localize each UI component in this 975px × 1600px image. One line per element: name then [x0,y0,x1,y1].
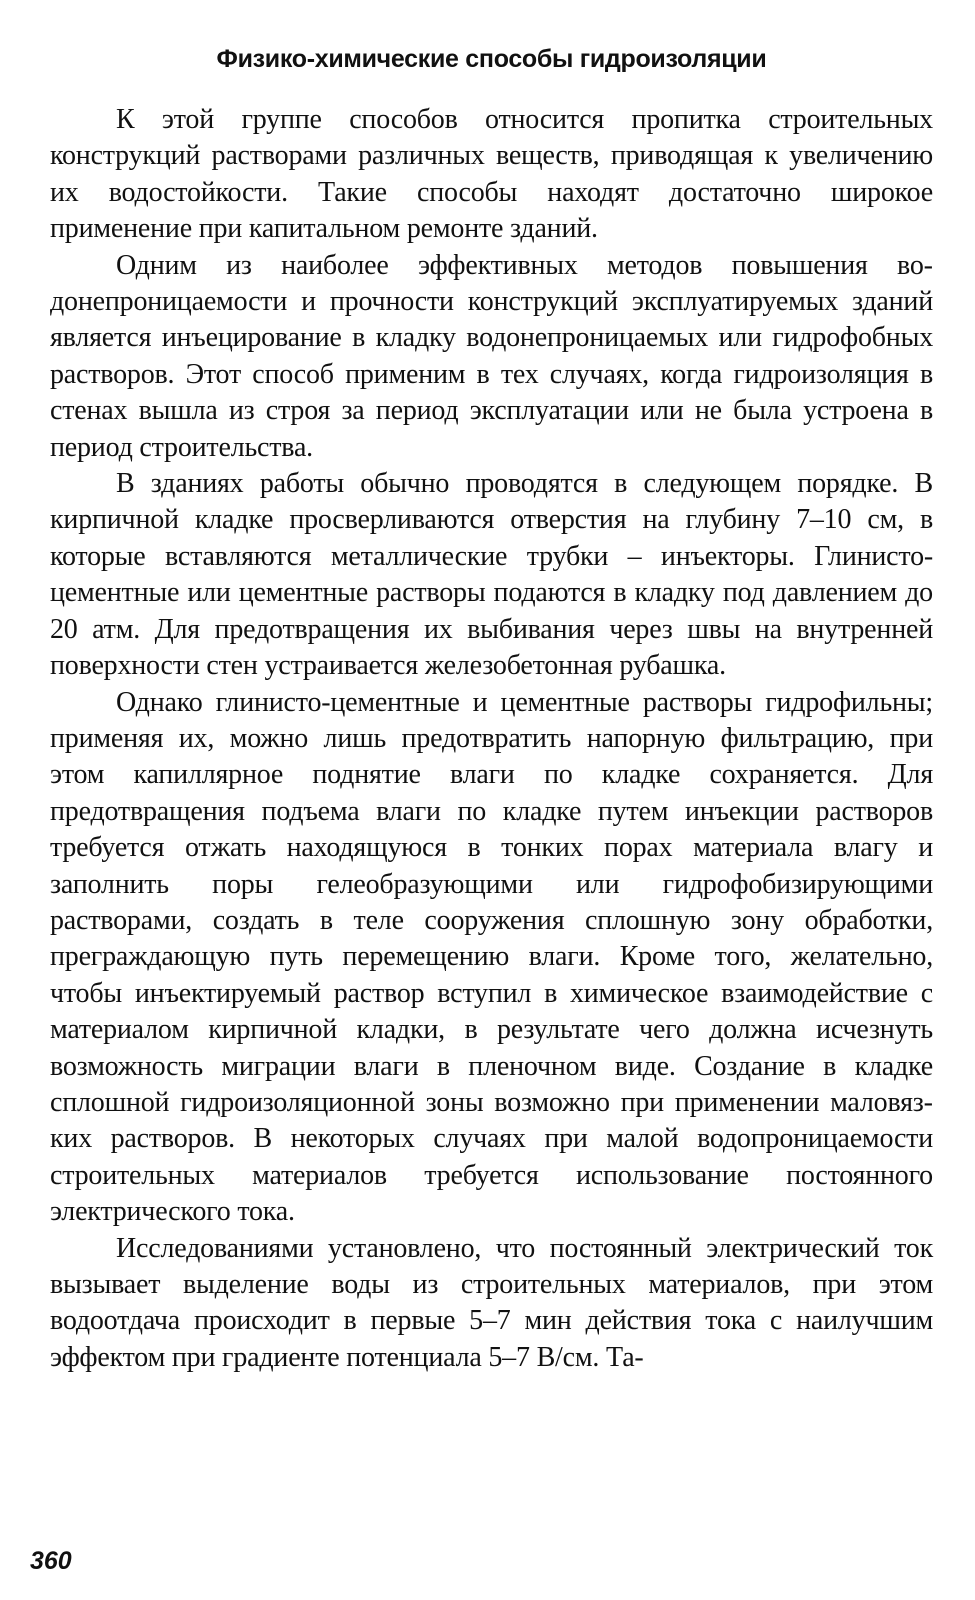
paragraph-hydrophilic-solutions: Однако глинисто-цементные и цементные растворы гидрофильны; применяя их, можно лишь предотвратить напорную фильтрацию, при этом капиллярное поднятие влаги по кладке сохраняется. Для предотвращения подъема влаги по кладке путем инъекции растворов требуется отжать находящуюся в тонких порах материала влагу и заполнить поры гелеобразующими или гидрофобизирующими растворами, создать в теле сооружения сплошную зону обработки, преграждающую путь перемещению влаги. Кроме того, желательно, чтобы инъектируемый раствор вступил в химическое взаимодействие с материалом кирпичной кладки, в результате чего должна исчезнуть возможность миграции влаги в пленочном виде. Создание в кладке сплошной гидроизоляционной зоны возможно при применении маловязких растворов. В некоторых случаях при малой водопроницаемости строительных материалов требуется использование постоянного электрического тока. [50,686,933,1228]
paragraph-electric-current: Исследованиями установлено, что постоянный электрический ток вызывает выделение воды из строительных материалов, при этом водоотдача происходит в первые 5–7 мин действия тока с наилучшим эффектом при градиенте потенциала 5–7 В/см. Та- [50,1232,933,1373]
page-number: 360 [30,1547,72,1575]
paragraph-work-order: В зданиях работы обычно проводятся в следующем порядке. В кирпичной кладке просверливаются отверстия на глубину 7–10 см, в которые вставляются металлические трубки – инъекторы. Глинисто-цементные или цементные растворы подаются в кладку под давлением до 20 атм. Для предотвращения их выбивания через швы на внутренней поверхности стен устраивается железобетонная рубашка. [50,468,933,682]
paragraph-injection-method: Одним из наиболее эффективных методов повышения водонепроницаемости и прочности конструкций эксплуатируемых зданий является инъецирование в кладку водонепроницаемых или гидрофобных растворов. Этот способ применим в тех случаях, когда гидроизоляция в стенах вышла из строя за период эксплуатации или не была устроена в период строительства. [50,249,933,463]
section-heading: Физико-химические способы гидроизоляции [216,45,767,73]
paragraph-impregnation-intro: К этой группе способов относится пропитка строительных конструкций растворами различных веществ, приводящая к увеличению их водостойкости. Такие способы находят достаточно широкое применение при капитальном ремонте зданий. [50,104,933,245]
